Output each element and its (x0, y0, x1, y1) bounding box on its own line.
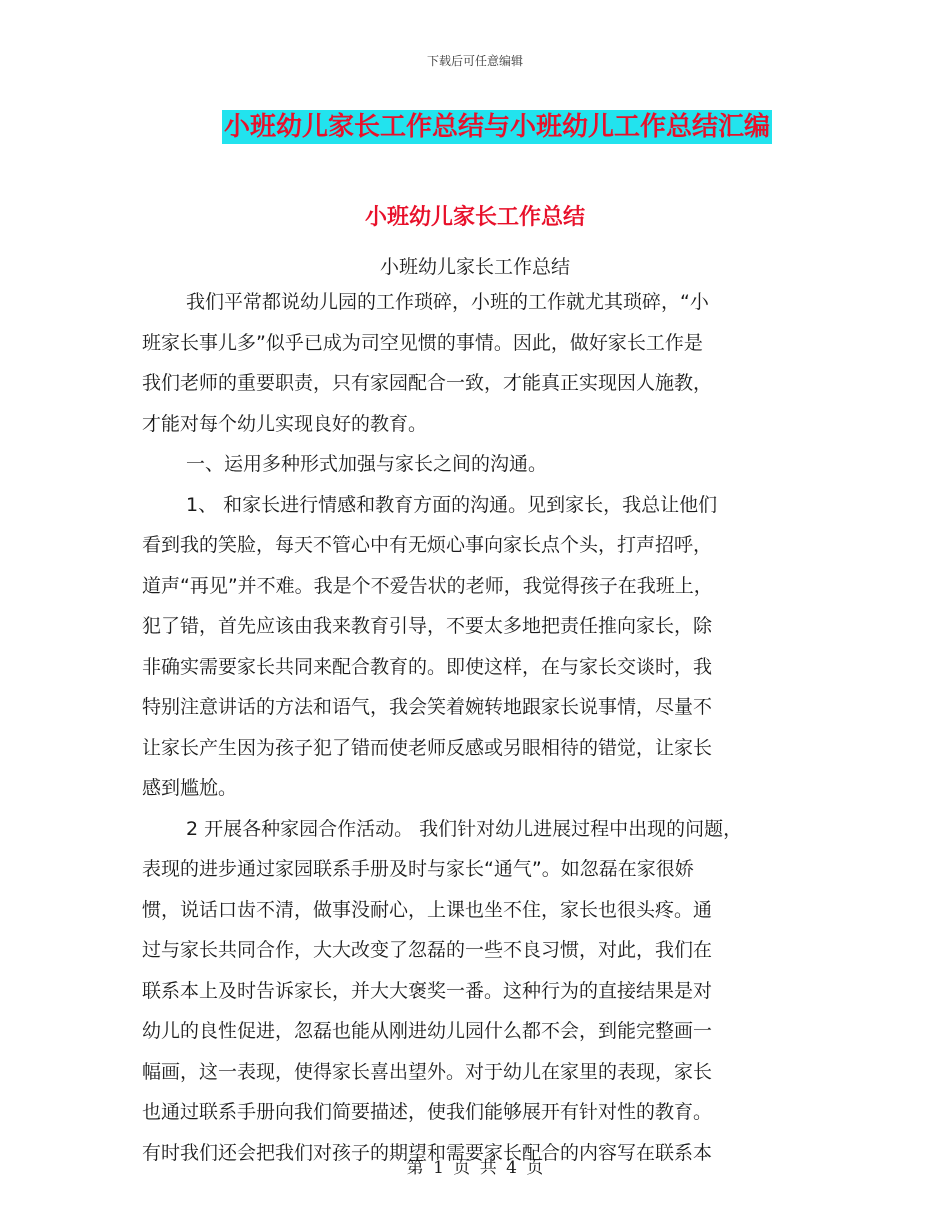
body-line: 也通过联系手册向我们简要描述，使我们能够展开有针对性的教育。 (142, 1101, 713, 1123)
body-line: 1、 和家长进行情感和教育方面的沟通。见到家长，我总让他们 (186, 493, 718, 516)
sub-heading: 小班幼儿家长工作总结 (379, 256, 570, 278)
body-line: 有时我们还会把我们对孩子的期望和需要家长配合的内容写在联系本 (142, 1141, 713, 1164)
body-line: 联系本上及时告诉家长，并大大褒奖一番。这种行为的直接结果是对 (142, 979, 713, 1002)
body-line: 幼儿的良性促进，忽磊也能从刚进幼儿园什么都不会，到能完整画一 (142, 1020, 713, 1042)
body-line: 惯，说话口齿不清，做事没耐心，上课也坐不住，家长也很头疼。通 (142, 898, 713, 921)
body-line: 感到尴尬。 (142, 777, 238, 799)
body-line: 一、运用多种形式加强与家长之间的沟通。 (186, 453, 548, 475)
body-line: 特别注意讲话的方法和语气，我会笑着婉转地跟家长说事情，尽量不 (142, 696, 713, 718)
body-line: 过与家长共同合作，大大改变了忽磊的一些不良习惯，对此，我们在 (142, 939, 713, 961)
document-title: 小班幼儿家长工作总结与小班幼儿工作总结汇编 (224, 112, 771, 142)
body-line: 让家长产生因为孩子犯了错而使老师反感或另眼相待的错觉，让家长 (142, 736, 713, 759)
body-line: 我们老师的重要职责，只有家园配合一致，才能真正实现因人施教， (142, 372, 713, 394)
body-line: 道声“再见”并不难。我是个不爱告状的老师，我觉得孩子在我班上， (142, 574, 713, 597)
body-text (142, 282, 822, 1173)
page-indicator: 第 1 页 共 4 页 (406, 1158, 544, 1178)
section-heading: 小班幼儿家长工作总结 (364, 205, 585, 230)
body-line: 犯了错，首先应该由我来教育引导，不要太多地把责任推向家长，除 (142, 615, 713, 637)
body-line: 我们平常都说幼儿园的工作琐碎，小班的工作就尤其琐碎，“小 (186, 291, 709, 313)
body-line: 才能对每个幼儿实现良好的教育。 (142, 412, 428, 435)
body-line: 非确实需要家长共同来配合教育的。即使这样，在与家长交谈时，我 (142, 655, 713, 678)
body-line: 表现的进步通过家园联系手册及时与家长“通气”。如忽磊在家很娇 (142, 858, 694, 880)
body-line: 幅画，这一表现，使得家长喜出望外。对于幼儿在家里的表现，家长 (142, 1060, 713, 1083)
body-line: 2 开展各种家园合作活动。 我们针对幼儿进展过程中出现的问题， (186, 817, 743, 840)
body-line: 班家长事儿多”似乎已成为司空见惯的事情。因此，做好家长工作是 (142, 331, 703, 354)
header-note: 下载后可任意编辑 (426, 54, 523, 68)
body-line: 看到我的笑脸，每天不管心中有无烦心事向家长点个头，打声招呼， (142, 534, 713, 556)
